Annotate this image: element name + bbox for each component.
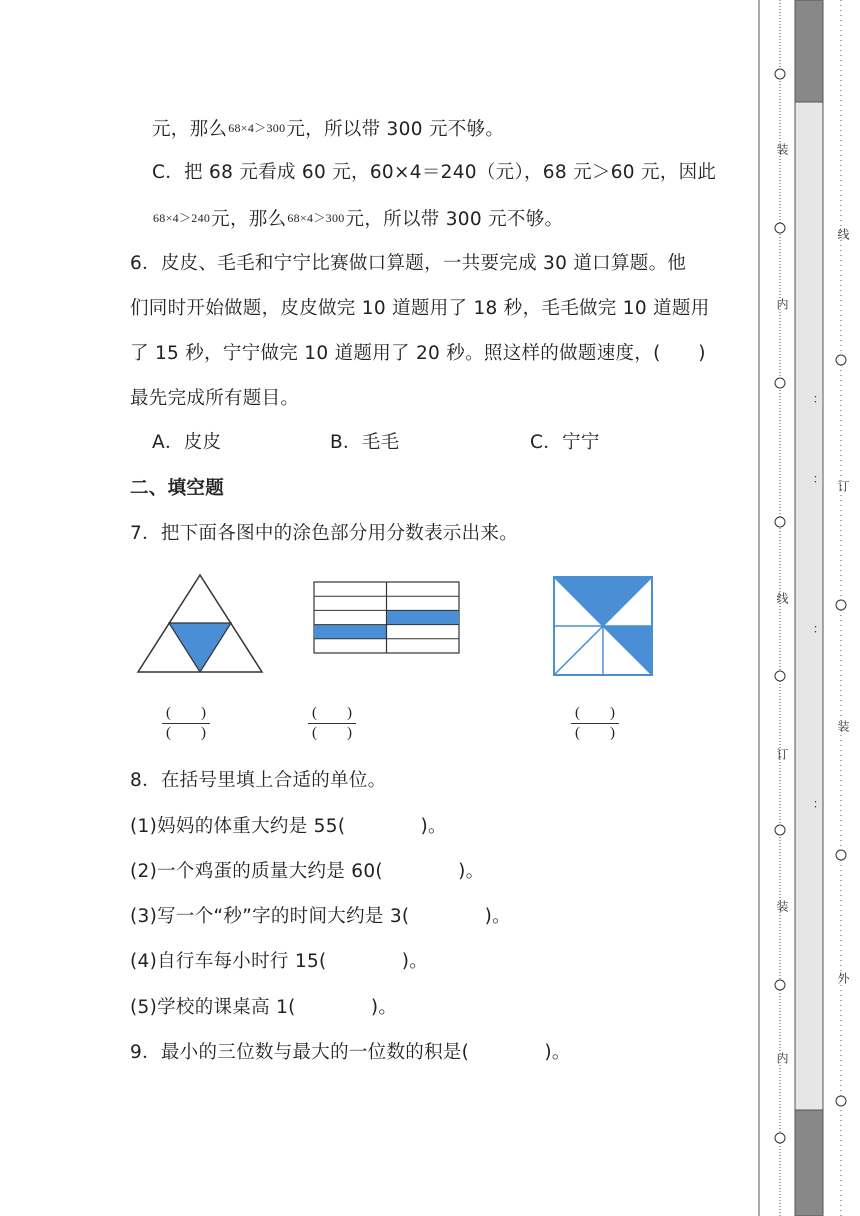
- square-figure: [552, 575, 654, 679]
- margin-label-nei-1: 内: [775, 298, 789, 310]
- shaded-right-strip: [387, 610, 460, 624]
- q6-line2: 们同时开始做题，皮皮做完 10 道题用了 18 秒，毛毛做完 10 道题用: [130, 298, 710, 319]
- margin-outer-ding: 订: [836, 480, 850, 492]
- q8-item-1: (1)妈妈的体重大约是 55( )。: [130, 816, 447, 837]
- q8-item-5: (5)学校的课桌高 1( )。: [130, 997, 398, 1018]
- margin-label-zhuang-1: 装: [775, 143, 789, 155]
- q8-item-3: (3)写一个“秒”字的时间大约是 3( )。: [130, 906, 511, 927]
- margin-label-nei-2: 内: [775, 1052, 789, 1064]
- section-title: 二、填空题: [130, 478, 225, 499]
- margin-name-field-1: ：: [805, 395, 819, 407]
- margin-name-field-4: ：: [805, 800, 819, 812]
- q6-line1: 6．皮皮、毛毛和宁宁比赛做口算题，一共要完成 30 道口算题。他: [130, 253, 687, 274]
- rectangle-figure: [312, 580, 462, 656]
- fraction-blank-1[interactable]: ( ) ( ): [162, 704, 210, 742]
- binding-lines: [758, 0, 860, 1216]
- q5-line1: 元，那么68×4＞300元，所以带 300 元不够。: [152, 119, 505, 140]
- q6-option-a: A．皮皮: [152, 432, 222, 453]
- q8-text: 8．在括号里填上合适的单位。: [130, 770, 387, 791]
- binding-margin: [758, 0, 860, 1216]
- q6-option-b: B．毛毛: [330, 432, 400, 453]
- shaded-left-strip: [314, 625, 387, 639]
- q9-text: 9．最小的三位数与最大的一位数的积是( )。: [130, 1042, 571, 1063]
- margin-name-field-2: ：: [805, 475, 819, 487]
- shaded-triangle: [169, 623, 231, 672]
- margin-outer-wai: 外: [836, 972, 850, 984]
- q7-text: 7．把下面各图中的涂色部分用分数表示出来。: [130, 523, 519, 544]
- q6-line4: 最先完成所有题目。: [130, 388, 300, 409]
- margin-label-ding-1: 订: [775, 748, 789, 760]
- margin-outer-xian: 线: [836, 228, 850, 240]
- q8-item-2: (2)一个鸡蛋的质量大约是 60( )。: [130, 861, 485, 882]
- q5-option-c-line2: 68×4＞240元，那么68×4＞300元，所以带 300 元不够。: [153, 209, 564, 230]
- margin-outer-zhuang: 装: [836, 720, 850, 732]
- q6-line3: 了 15 秒，宁宁做完 10 道题用了 20 秒。照这样的做题速度，( ): [130, 343, 706, 364]
- q8-item-4: (4)自行车每小时行 15( )。: [130, 951, 429, 972]
- fraction-blank-3[interactable]: ( ) ( ): [571, 704, 619, 742]
- q6-option-c: C．宁宁: [530, 432, 600, 453]
- margin-label-xian-1: 线: [775, 592, 789, 604]
- triangle-figure: [136, 572, 266, 676]
- fraction-blank-2[interactable]: ( ) ( ): [308, 704, 356, 742]
- margin-name-field-3: ：: [805, 625, 819, 637]
- margin-label-zhuang-2: 装: [775, 900, 789, 912]
- q5-option-c-line1: C．把 68 元看成 60 元，60×4＝240（元），68 元＞60 元，因此: [152, 162, 717, 183]
